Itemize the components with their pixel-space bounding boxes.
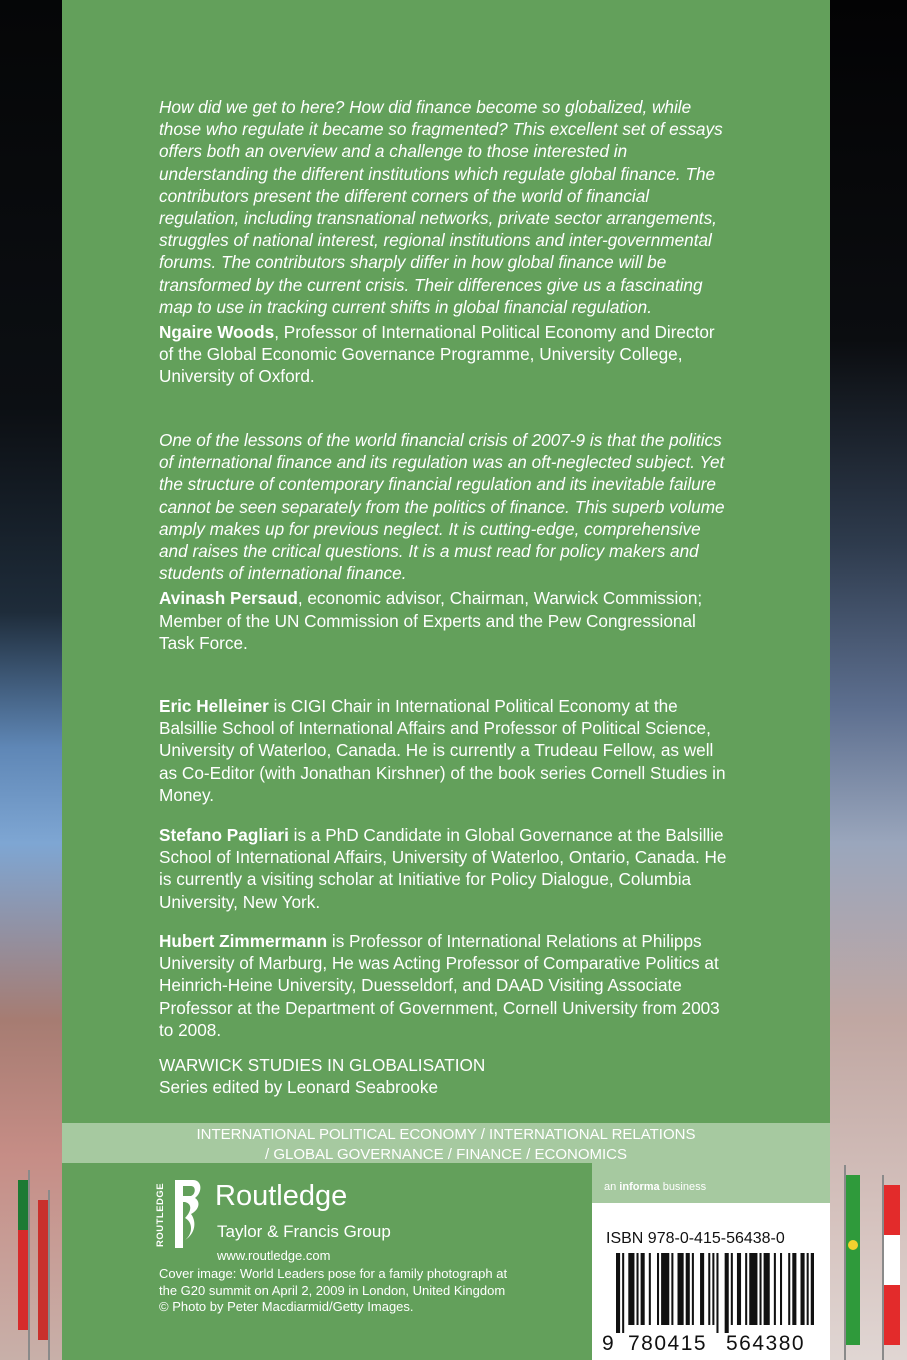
barcode-bar <box>737 1253 741 1325</box>
barcode-bar <box>641 1253 645 1325</box>
subjects-line-2: / GLOBAL GOVERNANCE / FINANCE / ECONOMICS <box>264 1145 627 1163</box>
flag-right-2 <box>880 1175 902 1360</box>
bio-paragraph <box>159 695 729 806</box>
barcode-digit-group-1: 780415 <box>628 1332 708 1355</box>
review-quote: One of the lessons of the world financial crisis of 2007-9 is that the politics of international finance and its regulation was an oft-neglected subject. Yet the structure of contemporary financial regulation and its inevitable failure cannot be seen separately from the politics of finance. This superb volume amply makes up for previous neglect. It is cutting-edge, comprehensive and raises the critical questions. It is a must read for policy makers and students of international finance. <box>159 430 725 584</box>
flag-left-1 <box>18 1170 40 1360</box>
barcode-bar <box>700 1253 704 1325</box>
series-editor: Series edited by Leonard Seabrooke <box>159 1077 439 1098</box>
barcode-bar <box>657 1253 659 1325</box>
barcode-digit-group-2: 564380 <box>726 1332 806 1355</box>
barcode-bar <box>792 1253 796 1325</box>
barcode-bar <box>637 1253 639 1325</box>
author-bio: is a PhD Candidate in Global Governance at the Balsillie School of International Affairs, University of Waterloo, Ontario, Canada. He is currently a visiting scholar at Initiative for Policy Dialogue, Columbia University, New York. <box>159 825 727 912</box>
barcode-bar <box>764 1253 770 1325</box>
routledge-spine-text: ROUTLEDGE <box>155 1182 166 1248</box>
barcode-bar <box>801 1253 805 1325</box>
barcode-bar <box>731 1253 733 1325</box>
informa-band <box>592 1163 830 1203</box>
barcode-bar <box>661 1253 669 1325</box>
barcode-bar <box>811 1253 814 1325</box>
barcode-bar <box>745 1253 747 1325</box>
cover-image-credit <box>159 1266 579 1316</box>
cover-photo-left-edge <box>0 0 62 1360</box>
reviewer-affiliation: , Professor of International Political Economy and Director of the Global Economic Governance Programme, University College, University of Oxford. <box>159 322 715 387</box>
bio-paragraph <box>159 930 729 1041</box>
subject-categories-band <box>62 1123 830 1163</box>
reviewer-name: Ngaire Woods <box>159 322 275 343</box>
credit-line-3: © Photo by Peter Macdiarmid/Getty Images. <box>159 1299 414 1314</box>
barcode-bar <box>692 1253 694 1325</box>
flag-left-2 <box>38 1190 60 1360</box>
flag-right-1 <box>842 1165 864 1360</box>
barcode-bars <box>616 1253 814 1333</box>
barcode-bar <box>628 1253 634 1325</box>
subjects-line-1: INTERNATIONAL POLITICAL ECONOMY / INTERNATIONAL RELATIONS <box>196 1126 696 1143</box>
cover-photo-right-edge <box>830 0 907 1360</box>
publisher-name: Routledge <box>215 1180 348 1212</box>
barcode-bar <box>788 1253 790 1325</box>
author-bio: is Professor of International Relations at Philipps University of Marburg, He was Acting Professor of Comparative Politics at Heinrich-Heine University, Duesseldorf, and DAAD Visiting Associate Professor at the Department of Government, Cornell University from 2003 to 2008. <box>159 931 720 1040</box>
bio-paragraph <box>159 824 729 913</box>
review-avinash-persaud <box>159 429 729 654</box>
barcode-bar <box>678 1253 684 1325</box>
credit-line-1: Cover image: World Leaders pose for a family photograph at <box>159 1266 508 1281</box>
reviewer-name: Avinash Persaud <box>159 588 298 609</box>
reviewer-affiliation: , economic advisor, Chairman, Warwick Commission; Member of the UN Commission of Experts and the Pew Congressional Task Force. <box>159 588 703 653</box>
credit-line-2: the G20 summit on April 2, 2009 in London, United Kingdom <box>159 1282 506 1298</box>
isbn-barcode-box <box>592 1203 830 1360</box>
bio-eric-helleiner <box>159 695 729 806</box>
bio-stefano-pagliari <box>159 824 729 913</box>
publisher-group: Taylor & Francis Group <box>217 1222 391 1241</box>
barcode-bar <box>774 1253 776 1325</box>
review-quote: How did we get to here? How did finance become so globalized, while those who regulate it became so fragmented? This excellent set of essays offers both an overview and a challenge to those interested in understanding the different institutions which regulate global finance. The contributors present the different corners of the world of financial regulation, including transnational networks, private sector arrangements, struggles of national interest, regional institutions and inter-governmental forums. The contributors sharply differ in how global finance will be transformed by the current crisis. Their differences give us a fascinating map to use in tracking current shifts in global financial regulation. <box>159 97 723 317</box>
series-info <box>159 1054 729 1098</box>
review-attribution <box>159 587 729 654</box>
barcode-bar <box>749 1253 757 1325</box>
barcode-bar <box>780 1253 782 1325</box>
author-name: Eric Helleiner <box>159 696 269 716</box>
barcode-bar <box>649 1253 651 1325</box>
author-name: Stefano Pagliari <box>159 825 289 845</box>
informa-tagline <box>604 1181 706 1193</box>
informa-prefix: an <box>604 1181 620 1193</box>
barcode-bar <box>712 1253 714 1325</box>
barcode-bar <box>622 1253 624 1333</box>
barcode-bar <box>725 1253 729 1333</box>
review-ngaire-woods <box>159 96 729 388</box>
barcode-bar <box>708 1253 710 1325</box>
barcode-bar <box>760 1253 762 1325</box>
barcode-bar <box>616 1253 620 1333</box>
bio-hubert-zimmermann <box>159 930 729 1041</box>
barcode-bar <box>671 1253 673 1325</box>
routledge-r-icon <box>171 1178 205 1250</box>
informa-word: informa <box>619 1181 660 1193</box>
series-title: WARWICK STUDIES IN GLOBALISATION <box>159 1055 486 1075</box>
informa-suffix: business <box>659 1181 707 1193</box>
isbn-label: ISBN 978-0-415-56438-0 <box>606 1230 785 1247</box>
barcode-bar <box>716 1253 718 1333</box>
barcode-bar <box>807 1253 809 1325</box>
barcode-lead-digit: 9 <box>602 1332 614 1355</box>
barcode-bar <box>686 1253 690 1325</box>
review-attribution <box>159 321 729 388</box>
author-bio: is CIGI Chair in International Political Economy at the Balsillie School of International Affairs and Professor of Political Science, University of Waterloo, Canada. He is currently a Trudeau Fellow, as well as Co-Editor (with Jonathan Kirshner) of the book series Cornell Studies in Money. <box>159 696 726 805</box>
publisher-url: www.routledge.com <box>217 1248 331 1263</box>
author-name: Hubert Zimmermann <box>159 931 328 951</box>
